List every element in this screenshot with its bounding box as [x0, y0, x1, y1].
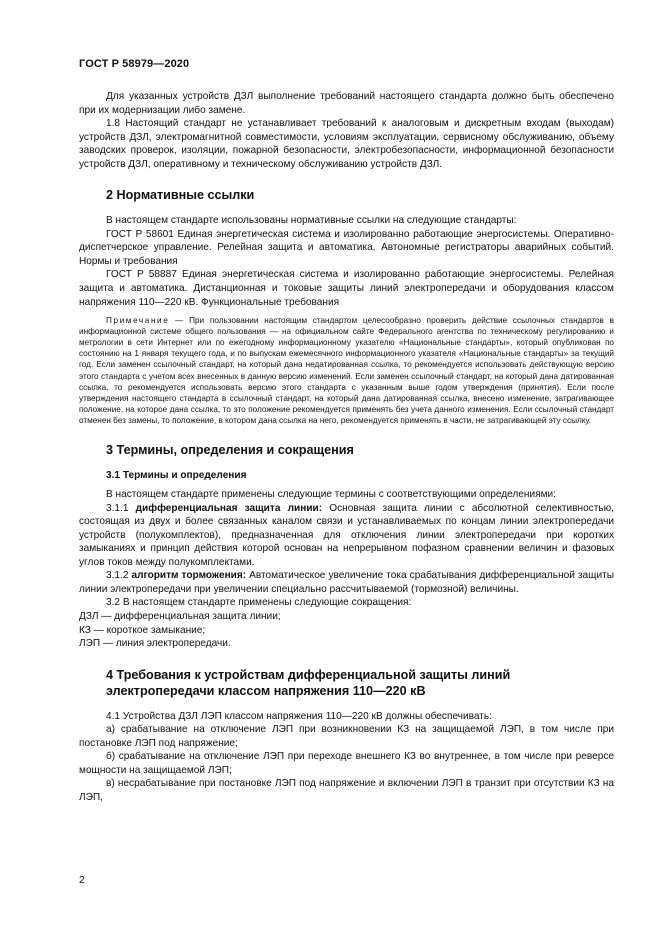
normative-reference: ГОСТ Р 58601 Единая энергетическая система и изолированно работающие энергосистемы. Оперативно-диспетчерское управление. Релейная защита и автоматика. Автономные регистраторы аварийных событий. Нормы и требования	[79, 228, 614, 267]
paragraph-1-8: 1.8 Настоящий стандарт не устанавливает требований к аналоговым и дискретным входам (выходам) устройств ДЗЛ, электромагнитной совместимости, условиям эксплуатации, сервисному обслуживанию, объему заводских проверок, изоляции, пожарной безопасности, электробезопасности, информационной безопасности устройств ДЗЛ, оперативному и техническому обслуживанию устройств ДЗЛ.	[79, 118, 614, 170]
term-name: дифференциальная защита линии:	[135, 502, 323, 514]
list-item: а) срабатывание на отключение ЛЭП при возникновении КЗ на защищаемой ЛЭП, в том числе при постановке ЛЭП под напряжение;	[79, 724, 614, 749]
note-label: Примечание	[106, 316, 170, 326]
note-text: — При пользовании настоящим стандартом целесообразно проверить действие ссылочных стандартов в информационной системе общего пользования — на официальном сайте Федерального агентства по техническому регулированию и метрологии в сети Интернет или по ежегодному информационному указателю «Национальные стандарты», который опубликован по состоянию на 1 января текущего года, и по выпускам ежемесячного информационного указателя «Национальные стандарты» за текущий год. Если заменен ссылочный стандарт, на который дана недатированная ссылка, то рекомендуется использовать действующую версию этого стандарта с учетом всех внесенных в данную версию изменений. Если заменен ссылочный стандарт, на который дана датированная ссылка, то рекомендуется использовать версию этого стандарта с указанным выше годом утверждения (принятия). Если после утверждения настоящего стандарта в ссылочный стандарт, на который дана датированная ссылка, внесено изменение, затрагивающее положение, на которое дана ссылка, то это положение рекомендуется применять без учета данного изменения. Если ссылочный стандарт отменен без замены, то положение, в котором дана ссылка на него, рекомендуется применять в части, не затрагивающей эту ссылку.	[79, 316, 614, 425]
section-2-heading: 2 Нормативные ссылки	[106, 188, 255, 203]
abbreviation: КЗ — короткое замыкание;	[79, 624, 206, 636]
section-3-heading: 3 Термины, определения и сокращения	[106, 443, 354, 458]
document-body	[79, 90, 614, 804]
note-block	[79, 315, 614, 426]
section-4-heading-line: 4 Требования к устройствам дифференциальной защиты линий	[106, 667, 511, 682]
normative-reference: ГОСТ Р 58887 Единая энергетическая система и изолированно работающие энергосистемы. Релейная защита и автоматика. Дистанционная и токовые защиты линий электропередачи и оборудования классом напряжения 110—220 кВ. Функциональные требования	[79, 269, 614, 308]
paragraph: В настоящем стандарте использованы нормативные ссылки на следующие стандарты:	[106, 215, 517, 227]
paragraph: 4.1 Устройства ДЗЛ ЛЭП классом напряжения 110—220 кВ должны обеспечивать:	[106, 710, 492, 722]
term-text: Автоматическое увеличение тока срабатывания дифференциальной защиты линии электропередачи при увеличении специально рассчитываемой (тормозной) величины.	[79, 570, 614, 595]
list-item: в) несрабатывание при постановке ЛЭП под напряжение и включении ЛЭП в транзит при отсутствии КЗ на ЛЭП,	[79, 778, 614, 803]
abbreviation: ЛЭП — линия электропередачи.	[79, 638, 231, 650]
paragraph: 3.2 В настоящем стандарте применены следующие сокращения:	[106, 597, 412, 609]
page-number: 2	[79, 874, 85, 886]
term-number: 3.1.2	[106, 570, 132, 582]
note-paragraph	[79, 315, 614, 426]
term-name: алгоритм торможения:	[131, 570, 247, 582]
section-4-heading	[79, 667, 614, 699]
section-4-heading-line: электропередачи классом напряжения 110—220 кВ	[106, 683, 426, 698]
subsection-3-1-heading: 3.1 Термины и определения	[106, 470, 247, 482]
term-definition	[79, 569, 614, 596]
document-header: ГОСТ Р 58979—2020	[79, 58, 190, 70]
term-number: 3.1.1	[106, 502, 136, 514]
paragraph: Для указанных устройств ДЗЛ выполнение требований настоящего стандарта должно быть обеспечено при их модернизации либо замене.	[79, 91, 614, 116]
abbreviation: ДЗЛ — дифференциальная защита линии;	[79, 610, 281, 622]
term-definition	[79, 502, 614, 570]
term-text: Основная защита линии с абсолютной селективностью, состоящая из двух и более связанных каналом связи и устанавливаемых по концам линии электропередачи устройств (полукомплектов), предназначенная для отключения линии электропередачи при коротких замыканиях и принцип действия которой основан на непрерывном пофазном сравнении величин и фазовых углов токов между полукомплектами.	[79, 502, 614, 568]
list-item: б) срабатывание на отключение ЛЭП при переходе внешнего КЗ во внутреннее, в том числе при реверсе мощности на защищаемой ЛЭП;	[79, 751, 614, 776]
paragraph: В настоящем стандарте применены следующие термины с соответствующими определениями:	[106, 489, 556, 501]
